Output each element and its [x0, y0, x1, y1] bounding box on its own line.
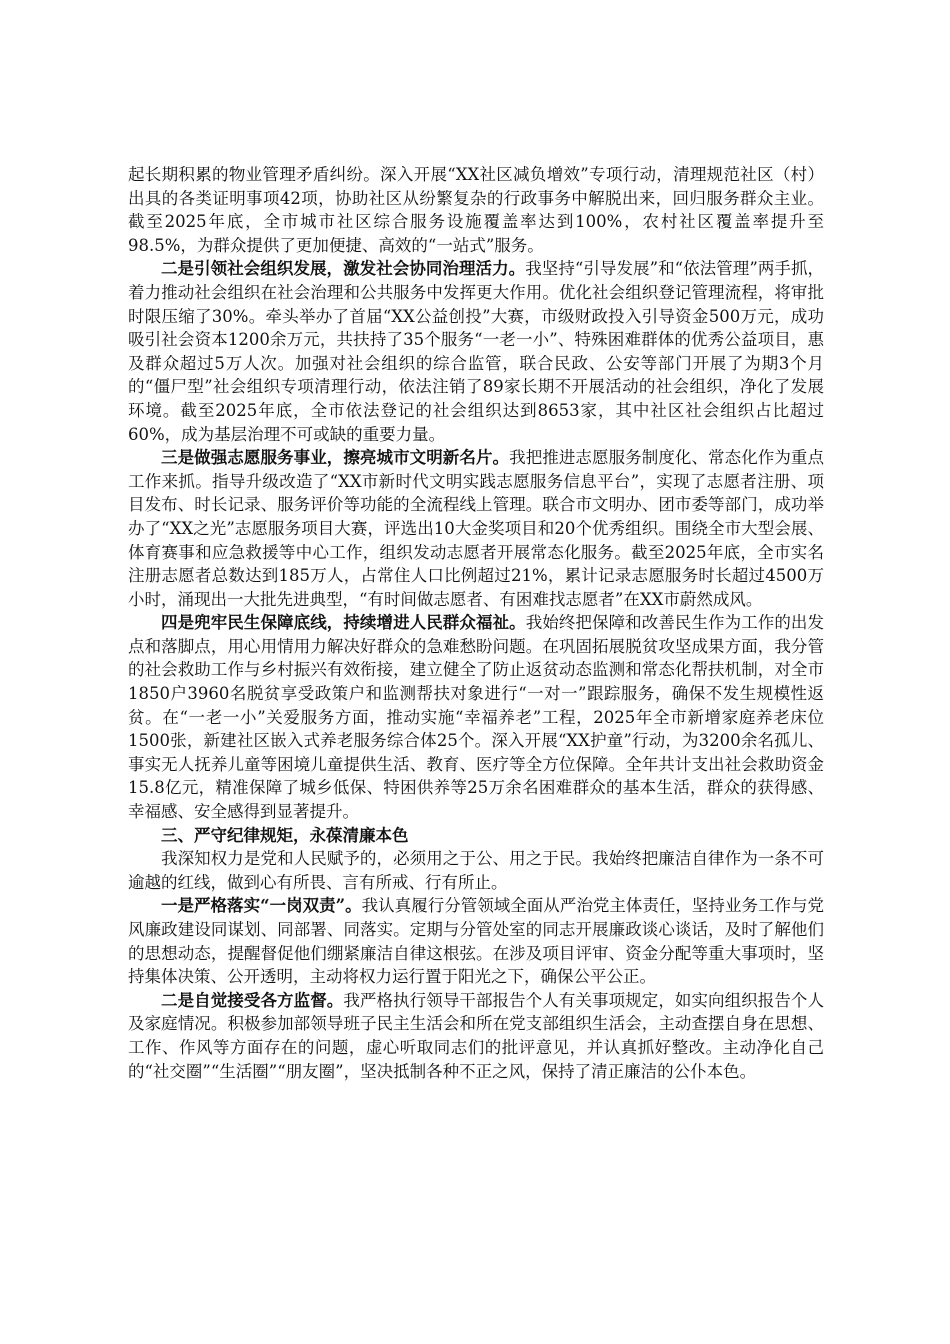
paragraph-text: 我坚持“引导发展”和“依法管理”两手抓，着力推动社会组织在社会治理和公共服务中发挥更大作用。优化社会组织登记管理流程，将审批时限压缩了30%。牵头举办了首届“XX公益创投”大赛，市级财政投入引导资金500万元，成功吸引社会资本1200余万元，共扶持了35个服务“一老一小”、特殊困难群体的优秀公益项目，惠及群众超过5万人次。加强对社会组织的综合监管，联合民政、公安等部门开展了为期3个月的“僵尸型”社会组织专项清理行动，依法注销了89家长期不开展活动的社会组织，净化了发展环境。截至2025年底，全市依法登记的社会组织达到8653家，其中社区社会组织占比超过60%，成为基层治理不可或缺的重要力量。 [128, 259, 825, 444]
paragraph-social-organizations [128, 257, 824, 446]
paragraph-lead: 三是做强志愿服务事业，擦亮城市文明新名片。 [161, 448, 510, 468]
paragraph-volunteer-service [128, 446, 824, 611]
paragraph-text: 我严格执行领导干部报告个人有关事项规定，如实向组织报告个人及家庭情况。积极参加部领导班子民主生活会和所在党支部组织生活会，主动查摆自身在思想、工作、作风等方面存在的问题，虚心听取同志们的批评意见，并认真抓好整改。主动净化自己的“社交圈”“生活圈”“朋友圈”，坚决抵制各种不正之风，保持了清正廉洁的公仆本色。 [128, 990, 825, 1081]
paragraph-text: 我认真履行分管领域全面从严治党主体责任，坚持业务工作与党风廉政建设同谋划、同部署、同落实。定期与分管处室的同志开展廉政谈心谈话，及时了解他们的思想动态，提醒督促他们绷紧廉洁自律这根弦。在涉及项目评审、资金分配等重大事项时，坚持集体决策、公开透明，主动将权力运行置于阳光之下，确保公平公正。 [128, 896, 825, 987]
paragraph-integrity-intro [128, 847, 824, 894]
paragraph-lead: 二是自觉接受各方监督。 [161, 990, 344, 1010]
paragraph-text: 起长期积累的物业管理矛盾纠纷。深入开展“XX社区减负增效”专项行动，清理规范社区（村）出具的各类证明事项42项，协助社区从纷繁复杂的行政事务中解脱出来，回归服务群众主业。截至2025年底，全市城市社区综合服务设施覆盖率达到100%，农村社区覆盖率提升至98.5%，为群众提供了更加便捷、高效的“一站式”服务。 [128, 165, 824, 255]
paragraph-dual-responsibility [128, 894, 824, 988]
paragraph-livelihood-security [128, 611, 824, 823]
paragraph-lead: 二是引领社会组织发展，激发社会协同治理活力。 [161, 259, 526, 279]
paragraph-lead: 四是兜牢民生保障底线，持续增进人民群众福祉。 [161, 613, 526, 633]
paragraph-text: 我把推进志愿服务制度化、常态化作为重点工作来抓。指导升级改造了“XX市新时代文明实践志愿服务信息平台”，实现了志愿者注册、项目发布、时长记录、服务评价等功能的全流程线上管理。联合市文明办、团市委等部门，成功举办了“XX之光”志愿服务项目大赛，评选出10大金奖项目和20个优秀组织。围绕全市大型会展、体育赛事和应急救援等中心工作，组织发动志愿者开展常态化服务。截至2025年底，全市实名注册志愿者总数达到185万人，占常住人口比例超过21%，累计记录志愿服务时长超过4500万小时，涌现出一大批先进典型，“有时间做志愿者、有困难找志愿者”在XX市蔚然成风。 [128, 448, 825, 609]
document-body [128, 163, 824, 1083]
paragraph-continuation [128, 163, 824, 257]
paragraph-text: 我始终把保障和改善民生作为工作的出发点和落脚点，用心用情用力解决好群众的急难愁盼问题。在巩固拓展脱贫攻坚成果方面，我分管的社会救助工作与乡村振兴有效衔接，建立健全了防止返贫动态监测和常态化帮扶机制，对全市1850户3960名脱贫享受政策户和监测帮扶对象进行“一对一”跟踪服务，确保不发生规模性返贫。在“一老一小”关爱服务方面，推动实施“幸福养老”工程，2025年全市新增家庭养老床位1500张，新建社区嵌入式养老服务综合体25个。深入开展“XX护童”行动，为3200余名孤儿、事实无人抚养儿童等困境儿童提供生活、教育、医疗等全方位保障。全年共计支出社会救助资金15.8亿元，精准保障了城乡低保、特困供养等25万余名困难群众的基本生活，群众的获得感、幸福感、安全感得到显著提升。 [128, 613, 825, 822]
section-heading: 三、严守纪律规矩，永葆清廉本色 [161, 825, 409, 845]
paragraph-text: 我深知权力是党和人民赋予的，必须用之于公、用之于民。我始终把廉洁自律作为一条不可逾越的红线，做到心有所畏、言有所戒、行有所止。 [128, 849, 824, 892]
paragraph-accept-supervision [128, 989, 824, 1083]
paragraph-lead: 一是严格落实“一岗双责”。 [161, 896, 362, 916]
